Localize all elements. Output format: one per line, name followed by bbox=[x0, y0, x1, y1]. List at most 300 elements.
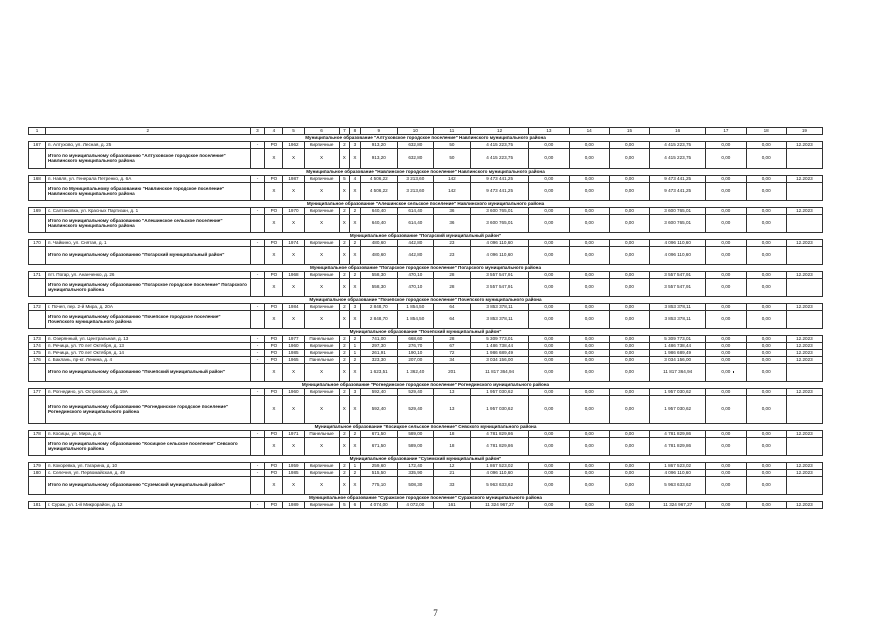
section-header-row bbox=[29, 233, 823, 240]
table-cell: 201 bbox=[433, 364, 470, 382]
section-header-row bbox=[29, 265, 823, 272]
address-cell: с. Салтановка, ул. Красных Партизан, д. 1 bbox=[45, 208, 250, 215]
table-cell: 190,10 bbox=[397, 350, 433, 357]
table-cell: РО bbox=[265, 502, 283, 509]
table-cell: X bbox=[350, 438, 361, 456]
table-row bbox=[29, 389, 823, 396]
table-cell: 0,00 bbox=[529, 247, 569, 265]
table-cell: РО bbox=[265, 272, 283, 279]
table-cell: 172 bbox=[29, 304, 46, 311]
table-cell bbox=[786, 438, 822, 456]
table-cell: 614,40 bbox=[397, 208, 433, 215]
table-cell: 0,00 bbox=[746, 279, 786, 297]
table-cell: X bbox=[350, 215, 361, 233]
table-cell bbox=[250, 438, 265, 456]
table-cell: 6 bbox=[350, 502, 361, 509]
table-cell: 0,00 bbox=[569, 215, 609, 233]
table-cell: 2 bbox=[350, 272, 361, 279]
section-header-row bbox=[29, 382, 823, 389]
table-cell: 2 bbox=[339, 208, 350, 215]
section-title: Муниципальное образование "Косицкое сельское поселение" Севского муниципального района bbox=[29, 424, 823, 431]
table-cell: 0,00 bbox=[706, 272, 746, 279]
total-row bbox=[29, 279, 823, 297]
table-cell: 170 bbox=[29, 240, 46, 247]
table-cell: X bbox=[339, 477, 350, 495]
table-cell: X bbox=[283, 149, 304, 169]
table-cell: 2 bbox=[350, 470, 361, 477]
table-cell: 0,00 bbox=[569, 438, 609, 456]
table-cell: X bbox=[265, 183, 283, 201]
table-cell: 589,00 bbox=[397, 438, 433, 456]
table-cell: 0,00 bbox=[529, 272, 569, 279]
table-cell: 0,00 bbox=[746, 502, 786, 509]
table-cell: 12.2023 bbox=[786, 240, 822, 247]
table-cell: РО bbox=[265, 343, 283, 350]
table-cell: 0,00 bbox=[609, 176, 649, 183]
table-row bbox=[29, 336, 823, 343]
table-cell: 0,00 bbox=[746, 431, 786, 438]
table-cell bbox=[250, 183, 265, 201]
table-cell: 3 bbox=[350, 304, 361, 311]
table-cell: 0,00 bbox=[746, 247, 786, 265]
total-label-cell: Итого по муниципальному образованию "Погарский муниципальный район" bbox=[45, 247, 250, 265]
table-cell: 0,00 bbox=[706, 431, 746, 438]
table-cell: 0,00 bbox=[609, 364, 649, 382]
table-cell: X bbox=[283, 396, 304, 424]
table-cell: 0,00 bbox=[529, 396, 569, 424]
table-cell: 5 309 773,01 bbox=[650, 336, 706, 343]
table-cell: 1960 bbox=[283, 343, 304, 350]
table-cell bbox=[29, 247, 46, 265]
table-cell bbox=[29, 477, 46, 495]
address-cell: п. Речица, ул. 70 лет Октября, д. 14 bbox=[45, 350, 250, 357]
column-number-cell: 19 bbox=[786, 128, 822, 135]
table-cell: X bbox=[265, 396, 283, 424]
table-cell: 480,60 bbox=[360, 240, 397, 247]
table-cell: 12.2023 bbox=[786, 336, 822, 343]
table-cell: 558,30 bbox=[360, 272, 397, 279]
table-cell: 0,00 bbox=[746, 343, 786, 350]
table-cell: 0,00 bbox=[529, 431, 569, 438]
table-cell: 0,00 bbox=[569, 396, 609, 424]
column-number-cell: 13 bbox=[529, 128, 569, 135]
table-cell: 168 bbox=[29, 176, 46, 183]
table-cell: 0,00 bbox=[529, 470, 569, 477]
table-cell: 508,30 bbox=[397, 477, 433, 495]
table-cell: 297,30 bbox=[360, 343, 397, 350]
table-cell: РО bbox=[265, 389, 283, 396]
table-cell: 1962 bbox=[283, 142, 304, 149]
table-cell: 0,00 bbox=[609, 336, 649, 343]
table-cell: 4 415 223,75 bbox=[470, 142, 528, 149]
table-cell: 0,00 bbox=[569, 502, 609, 509]
table-cell: 1 957 030,62 bbox=[650, 389, 706, 396]
total-label-cell: Итого по муниципальному образованию "Суземский муниципальный район" bbox=[45, 477, 250, 495]
section-header-row bbox=[29, 169, 823, 176]
total-label-cell: Итого по муниципальному образованию "Косицкое сельское поселение" Севского муниципального района bbox=[45, 438, 250, 456]
table-cell: 0,00 bbox=[569, 357, 609, 364]
table-cell: - bbox=[250, 240, 265, 247]
table-cell: 50 bbox=[433, 142, 470, 149]
table-cell: 4 415 223,75 bbox=[650, 149, 706, 169]
table-cell: - bbox=[250, 272, 265, 279]
table-cell: 0,00 bbox=[529, 438, 569, 456]
table-cell: - bbox=[250, 208, 265, 215]
table-cell: Кирпичные bbox=[304, 463, 339, 470]
table-cell: 12.2023 bbox=[786, 142, 822, 149]
table-cell bbox=[786, 183, 822, 201]
table-cell: 180 bbox=[29, 470, 46, 477]
table-cell: 2 bbox=[339, 240, 350, 247]
table-cell: 442,80 bbox=[397, 247, 433, 265]
section-title: Муниципальное образование "Суземский муниципальный район" bbox=[29, 456, 823, 463]
table-cell: X bbox=[304, 311, 339, 329]
table-cell: 1965 bbox=[283, 357, 304, 364]
table-cell: 0,00 bbox=[706, 438, 746, 456]
table-cell: 4 096 110,60 bbox=[650, 470, 706, 477]
table-cell: 50 bbox=[433, 149, 470, 169]
table-cell: 0,00 bbox=[609, 438, 649, 456]
table-cell: 0,00 bbox=[529, 208, 569, 215]
table-row bbox=[29, 176, 823, 183]
table-cell: 0,00 bbox=[706, 279, 746, 297]
table-cell: 3 bbox=[350, 142, 361, 149]
table-cell: 0,00 bbox=[569, 470, 609, 477]
table-cell: 0,00 bbox=[609, 142, 649, 149]
section-header-row bbox=[29, 424, 823, 431]
table-cell: 0,00 bbox=[706, 470, 746, 477]
table-cell: 0,00 bbox=[609, 149, 649, 169]
table-cell: X bbox=[304, 396, 339, 424]
table-row bbox=[29, 470, 823, 477]
table-cell: 0,00 bbox=[609, 279, 649, 297]
table-cell: 0,00 bbox=[706, 149, 746, 169]
table-row bbox=[29, 142, 823, 149]
table-cell: 0,00 bbox=[706, 396, 746, 424]
table-cell: X bbox=[350, 396, 361, 424]
table-cell: 0,00 bbox=[529, 389, 569, 396]
table-cell: Кирпичные bbox=[304, 502, 339, 509]
table-cell: 1987 bbox=[283, 176, 304, 183]
table-cell: Кирпичные bbox=[304, 176, 339, 183]
table-cell: 173 bbox=[29, 336, 46, 343]
table-cell: 1984 bbox=[283, 304, 304, 311]
table-cell: X bbox=[283, 247, 304, 265]
table-cell: 0,00 bbox=[569, 176, 609, 183]
table-row bbox=[29, 208, 823, 215]
table-cell: 12.2023 bbox=[786, 463, 822, 470]
table-cell: 0,00 bbox=[706, 336, 746, 343]
total-row bbox=[29, 215, 823, 233]
table-cell: 0,00 bbox=[706, 350, 746, 357]
table-cell: 529,40 bbox=[397, 396, 433, 424]
table-cell bbox=[786, 396, 822, 424]
column-number-cell: 9 bbox=[360, 128, 397, 135]
table-cell: 1 867 523,02 bbox=[470, 463, 528, 470]
table-body bbox=[29, 128, 823, 509]
table-cell: РО bbox=[265, 470, 283, 477]
table-cell: X bbox=[283, 438, 304, 456]
table-cell: 276,70 bbox=[397, 343, 433, 350]
table-cell: 0,00 bbox=[706, 502, 746, 509]
table-cell: 12.2023 bbox=[786, 208, 822, 215]
section-title: Муниципальное образование "Почепское городское поселение" Почепского муниципального района bbox=[29, 297, 823, 304]
table-cell: 3 853 378,11 bbox=[470, 311, 528, 329]
table-cell: 0,00 bbox=[569, 350, 609, 357]
table-cell: 0,00 bbox=[746, 357, 786, 364]
table-cell: 1 867 523,02 bbox=[650, 463, 706, 470]
table-cell: 0,00 bbox=[706, 357, 746, 364]
table-cell: 72 bbox=[433, 350, 470, 357]
table-cell: 4 781 829,86 bbox=[650, 438, 706, 456]
table-cell: РО bbox=[265, 240, 283, 247]
total-label-cell: Итого по муниципальному образованию "Почепский муниципальный район" bbox=[45, 364, 250, 382]
column-number-cell: 10 bbox=[397, 128, 433, 135]
column-number-cell: 3 bbox=[250, 128, 265, 135]
table-cell: 0,00 bbox=[569, 477, 609, 495]
table-cell: 4 074,00 bbox=[360, 502, 397, 509]
section-header-row bbox=[29, 297, 823, 304]
table-cell: 13 bbox=[433, 396, 470, 424]
table-cell: РО bbox=[265, 304, 283, 311]
table-cell: 174 bbox=[29, 343, 46, 350]
table-cell: X bbox=[339, 364, 350, 382]
table-cell: X bbox=[265, 149, 283, 169]
table-cell: X bbox=[339, 247, 350, 265]
table-cell: 3 557 547,91 bbox=[470, 272, 528, 279]
table-cell: 0,00 bbox=[529, 311, 569, 329]
table-cell: 2 848,70 bbox=[360, 311, 397, 329]
table-cell: Кирпичные bbox=[304, 350, 339, 357]
table-cell: 13 bbox=[433, 389, 470, 396]
table-cell: 0,00 bbox=[609, 477, 649, 495]
table-cell: 3 853 378,11 bbox=[650, 304, 706, 311]
table-cell: 0,00 bbox=[706, 311, 746, 329]
table-row bbox=[29, 272, 823, 279]
table-cell bbox=[250, 149, 265, 169]
table-cell: 515,50 bbox=[360, 470, 397, 477]
table-cell: 12.2023 bbox=[786, 176, 822, 183]
table-cell: 671,50 bbox=[360, 438, 397, 456]
table-cell: 0,00 bbox=[746, 389, 786, 396]
table-cell: - bbox=[250, 336, 265, 343]
table-cell: 1960 bbox=[283, 389, 304, 396]
table-cell: 18 bbox=[433, 431, 470, 438]
table-cell: 1959 bbox=[283, 463, 304, 470]
table-cell: 0,00 bbox=[529, 240, 569, 247]
table-cell: 1985 bbox=[283, 470, 304, 477]
table-cell: 0,00 bbox=[746, 183, 786, 201]
section-title: Муниципальное образование "Суражское городское поселение" Суражского муниципального района bbox=[29, 495, 823, 502]
table-cell: 3 034 156,00 bbox=[470, 357, 528, 364]
column-number-cell: 8 bbox=[350, 128, 361, 135]
table-cell bbox=[29, 149, 46, 169]
table-cell: 1 bbox=[350, 350, 361, 357]
table-cell: РО bbox=[265, 431, 283, 438]
column-number-cell: 6 bbox=[304, 128, 339, 135]
table-cell: Кирпичные bbox=[304, 208, 339, 215]
table-cell: 0,00 bbox=[569, 304, 609, 311]
table-cell: 0,00 bbox=[746, 463, 786, 470]
table-cell: - bbox=[250, 304, 265, 311]
table-cell: 1 854,50 bbox=[397, 304, 433, 311]
table-cell bbox=[250, 311, 265, 329]
table-cell: 4 415 223,75 bbox=[470, 149, 528, 169]
table-cell: 0,00 bbox=[609, 311, 649, 329]
address-cell: с. Баклань, пр-кт. Ленина, д. 4 bbox=[45, 357, 250, 364]
table-cell: X bbox=[339, 279, 350, 297]
table-cell: 12.2023 bbox=[786, 389, 822, 396]
total-row bbox=[29, 477, 823, 495]
table-cell: 0,00 bbox=[529, 304, 569, 311]
table-cell: 0,00 bbox=[706, 389, 746, 396]
total-row bbox=[29, 149, 823, 169]
address-cell: г. Почеп, пер. 2-й Мира, д. 20А bbox=[45, 304, 250, 311]
total-row bbox=[29, 183, 823, 201]
table-cell: 1 854,50 bbox=[397, 311, 433, 329]
table-cell: 0,00 bbox=[746, 336, 786, 343]
table-cell bbox=[786, 149, 822, 169]
table-cell: 0,00 bbox=[746, 240, 786, 247]
table-row bbox=[29, 343, 823, 350]
table-cell bbox=[29, 311, 46, 329]
table-cell: Кирпичные bbox=[304, 343, 339, 350]
table-cell: 2 bbox=[350, 336, 361, 343]
table-cell: 0,00 bbox=[706, 304, 746, 311]
table-cell: 0,00 bbox=[529, 176, 569, 183]
table-cell: 28 bbox=[433, 336, 470, 343]
table-cell: X bbox=[304, 279, 339, 297]
table-cell: 4 506,22 bbox=[360, 183, 397, 201]
section-title: Муниципальное образование "Погарский муниципальный район" bbox=[29, 233, 823, 240]
table-cell bbox=[786, 215, 822, 233]
table-cell: 3 557 547,91 bbox=[650, 272, 706, 279]
table-cell: 12 bbox=[433, 463, 470, 470]
table-cell: X bbox=[350, 183, 361, 201]
address-cell: пгт. Погар, ул. Ананченко, д. 26 bbox=[45, 272, 250, 279]
data-table bbox=[28, 127, 823, 509]
table-cell: 5 bbox=[339, 176, 350, 183]
table-cell: 335,90 bbox=[397, 470, 433, 477]
total-row bbox=[29, 247, 823, 265]
table-cell: 0,00 bbox=[746, 149, 786, 169]
table-cell: 0,00 bbox=[609, 208, 649, 215]
table-cell: РО bbox=[265, 208, 283, 215]
total-label-cell: Итого по муниципальному образованию "Погарское городское поселение" Погарского муниципального района bbox=[45, 279, 250, 297]
table-cell bbox=[786, 311, 822, 329]
table-cell bbox=[29, 215, 46, 233]
table-cell bbox=[786, 279, 822, 297]
table-cell: 668,60 bbox=[397, 336, 433, 343]
table-cell: X bbox=[283, 279, 304, 297]
table-cell: 28 bbox=[433, 279, 470, 297]
table-cell: 0,00 bbox=[609, 304, 649, 311]
table-cell: 0,00 bbox=[569, 463, 609, 470]
table-cell: - bbox=[250, 463, 265, 470]
table-cell: 9 473 441,25 bbox=[470, 183, 528, 201]
table-cell: 0,00 bbox=[609, 343, 649, 350]
table-cell bbox=[29, 279, 46, 297]
section-header-row bbox=[29, 135, 823, 142]
table-cell: - bbox=[250, 343, 265, 350]
table-cell: 36 bbox=[433, 215, 470, 233]
table-cell: 142 bbox=[433, 183, 470, 201]
table-cell: 0,00 bbox=[569, 311, 609, 329]
table-cell: X bbox=[350, 279, 361, 297]
table-cell: 1 486 738,44 bbox=[650, 343, 706, 350]
table-cell: 0,00 bbox=[609, 183, 649, 201]
table-cell: 0,00 bbox=[609, 272, 649, 279]
table-cell bbox=[250, 215, 265, 233]
table-cell: X bbox=[339, 149, 350, 169]
table-cell: 2 bbox=[350, 240, 361, 247]
table-cell: 1 bbox=[350, 463, 361, 470]
table-cell: 12.2023 bbox=[786, 502, 822, 509]
table-cell: 0,00 bbox=[569, 208, 609, 215]
table-cell: 480,60 bbox=[360, 247, 397, 265]
table-cell: 0,00 bbox=[569, 364, 609, 382]
table-cell: 12.2023 bbox=[786, 304, 822, 311]
table-cell: 1970 bbox=[283, 208, 304, 215]
table-cell: РО bbox=[265, 463, 283, 470]
table-cell: 0,00 bbox=[706, 176, 746, 183]
table-cell: 21 bbox=[433, 470, 470, 477]
table-cell: 0,00 bbox=[746, 215, 786, 233]
table-cell: 9 473 441,25 bbox=[470, 176, 528, 183]
scan-mark bbox=[733, 371, 734, 373]
table-cell: 913,20 bbox=[360, 149, 397, 169]
table-cell: 261,91 bbox=[360, 350, 397, 357]
table-cell: 0,00 bbox=[529, 357, 569, 364]
table-cell: X bbox=[350, 364, 361, 382]
table-cell: Кирпичные bbox=[304, 304, 339, 311]
total-label-cell: Итого по муниципальному образованию "Почепское городское поселение" Почепского муниципального района bbox=[45, 311, 250, 329]
address-cell: п. Рогнедино, ул. Островского, д. 19А bbox=[45, 389, 250, 396]
table-cell: X bbox=[265, 247, 283, 265]
table-cell: 0,00 bbox=[609, 470, 649, 477]
table-cell: 28 bbox=[433, 272, 470, 279]
table-cell: 0,00 bbox=[529, 215, 569, 233]
table-cell: 2 bbox=[339, 389, 350, 396]
table-cell bbox=[250, 247, 265, 265]
table-cell bbox=[786, 477, 822, 495]
table-cell: 0,00 bbox=[529, 183, 569, 201]
table-row bbox=[29, 240, 823, 247]
table-cell: 12.2023 bbox=[786, 470, 822, 477]
total-row bbox=[29, 396, 823, 424]
column-number-cell: 14 bbox=[569, 128, 609, 135]
table-cell: 0,00 bbox=[609, 389, 649, 396]
table-cell: 0,00 bbox=[746, 272, 786, 279]
table-cell: 2 bbox=[339, 336, 350, 343]
table-cell: 142 bbox=[433, 176, 470, 183]
table-cell: 640,40 bbox=[360, 215, 397, 233]
table-cell: X bbox=[265, 364, 283, 382]
table-cell: 11 817 364,94 bbox=[650, 364, 706, 382]
table-cell: X bbox=[339, 396, 350, 424]
table-cell: 176 bbox=[29, 357, 46, 364]
table-cell: - bbox=[250, 357, 265, 364]
table-row bbox=[29, 463, 823, 470]
table-cell: 2 bbox=[350, 431, 361, 438]
total-label-cell: Итого по Муниципальному образованию "Навлинское городское поселение" Навлинского муниципального района bbox=[45, 183, 250, 201]
column-number-cell: 17 bbox=[706, 128, 746, 135]
table-cell: 2 bbox=[339, 304, 350, 311]
table-cell: 36 bbox=[433, 208, 470, 215]
table-cell: 0,00 bbox=[746, 396, 786, 424]
column-number-cell: 7 bbox=[339, 128, 350, 135]
table-cell: 1 bbox=[350, 343, 361, 350]
